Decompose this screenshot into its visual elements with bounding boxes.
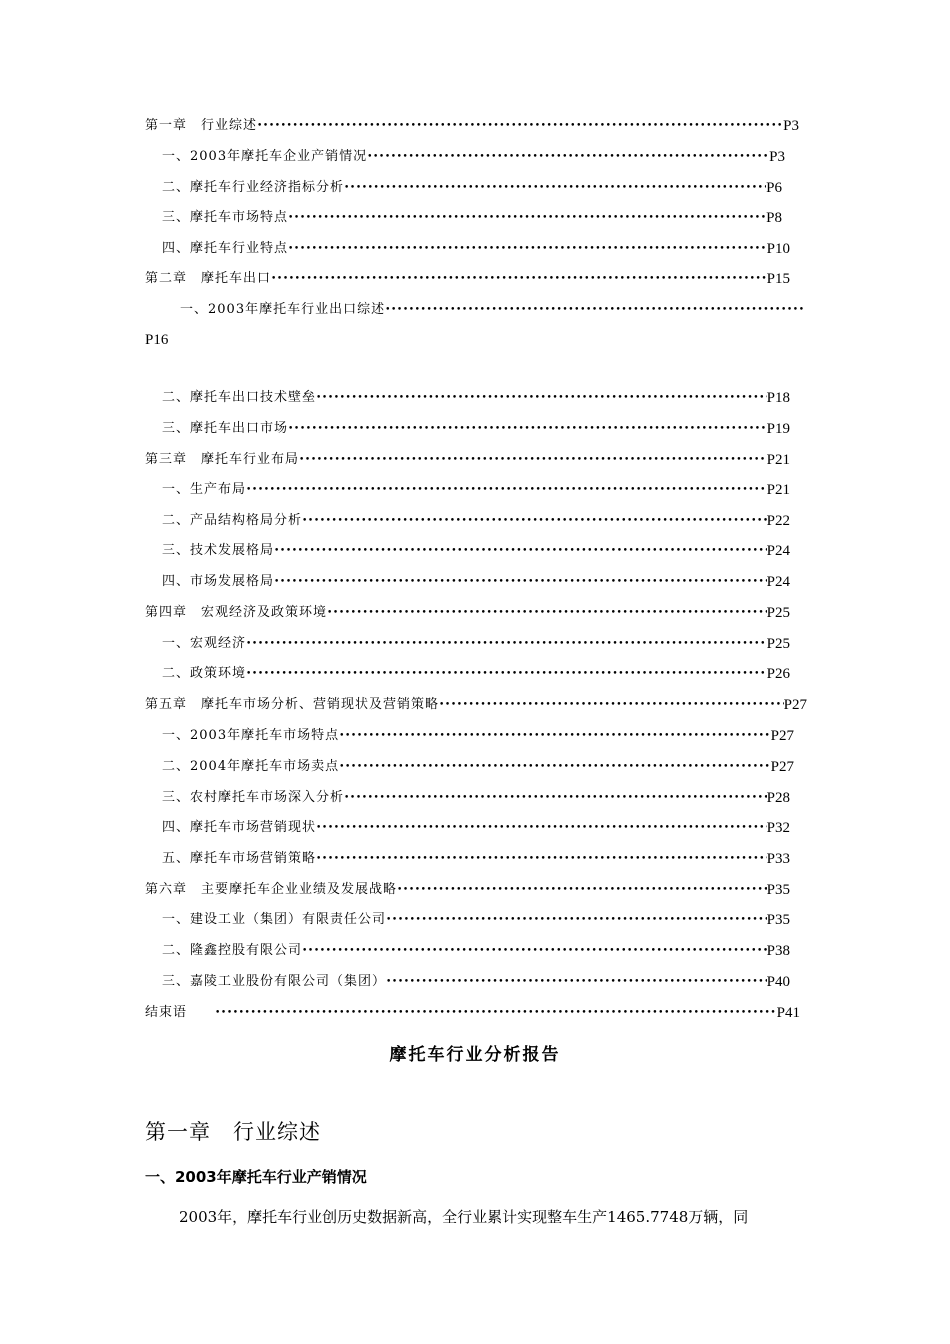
toc-leader-dots	[316, 849, 767, 869]
toc-leader-dots	[215, 1003, 777, 1023]
toc-page-number: P21	[766, 482, 790, 498]
toc-entry-text: 一、2003年摩托车行业出口综述	[180, 302, 386, 317]
toc-entry[interactable]	[162, 910, 790, 930]
toc-entry-text: 三、摩托车市场特点	[162, 210, 289, 225]
toc-entry-conclusion[interactable]	[145, 1003, 800, 1023]
chapter-heading: 第一章 行业综述	[145, 1120, 321, 1144]
toc-leader-dots	[397, 880, 767, 900]
toc-entry[interactable]	[162, 941, 790, 961]
toc-entry[interactable]	[162, 972, 790, 992]
toc-entry-text: 二、2004年摩托车市场卖点	[162, 759, 340, 774]
toc-entry[interactable]	[162, 419, 790, 439]
toc-leader-dots	[288, 419, 767, 439]
toc-entry-wrapped[interactable]	[180, 300, 806, 320]
toc-entry[interactable]	[162, 634, 790, 654]
toc-page-number-wrapped: P16	[145, 332, 169, 348]
toc-entry-text: 一、宏观经济	[162, 636, 247, 651]
toc-entry-chapter-3[interactable]	[145, 450, 790, 470]
toc-leader-dots	[386, 910, 767, 930]
toc-entry-chapter-1[interactable]	[145, 116, 799, 136]
toc-page-number: P38	[766, 943, 790, 959]
toc-entry-text: 一、生产布局	[162, 482, 247, 497]
toc-entry-text: 三、农村摩托车市场深入分析	[162, 790, 345, 805]
toc-leader-dots	[246, 634, 767, 654]
toc-entry-text: 三、摩托车出口市场	[162, 421, 289, 436]
toc-leader-dots	[339, 726, 771, 746]
toc-entry-chapter-2[interactable]	[145, 269, 790, 289]
toc-entry[interactable]	[162, 757, 794, 777]
toc-page-number: P24	[766, 574, 790, 590]
toc-leader-dots	[327, 603, 767, 623]
toc-entry-text: 第五章 摩托车市场分析、营销现状及营销策略	[145, 697, 440, 712]
toc-page-number: P32	[766, 820, 790, 836]
toc-entry[interactable]	[162, 480, 790, 500]
toc-leader-dots	[302, 511, 767, 531]
toc-entry[interactable]	[162, 511, 790, 531]
toc-entry-text: 四、市场发展格局	[162, 574, 275, 589]
toc-entry[interactable]	[162, 664, 790, 684]
toc-entry-text: 二、政策环境	[162, 666, 247, 681]
toc-leader-dots	[302, 941, 767, 961]
toc-page-number: P3	[783, 118, 799, 134]
toc-page-number: P33	[766, 851, 790, 867]
toc-entry[interactable]	[162, 541, 790, 561]
toc-page-number: P28	[766, 790, 790, 806]
body-paragraph: 2003年，摩托车行业创历史数据新高，全行业累计实现整车生产1465.7748万辆，同	[179, 1208, 749, 1226]
toc-entry-text: 第六章 主要摩托车企业业绩及发展战略	[145, 882, 398, 897]
toc-page-number: P27	[783, 697, 807, 713]
toc-entry-text: 结束语	[145, 1005, 188, 1020]
toc-leader-dots	[386, 972, 767, 992]
toc-entry-text: 三、嘉陵工业股份有限公司（集团）	[162, 974, 387, 989]
toc-page-number: P10	[766, 241, 790, 257]
toc-leader-dots	[367, 147, 769, 167]
toc-leader-dots	[257, 116, 783, 136]
toc-entry-text: 二、产品结构格局分析	[162, 513, 303, 528]
toc-entry[interactable]	[162, 147, 785, 167]
toc-page-number: P21	[766, 452, 790, 468]
toc-leader-dots	[316, 818, 767, 838]
toc-entry[interactable]	[162, 849, 790, 869]
toc-leader-dots	[246, 480, 767, 500]
report-title: 摩托车行业分析报告	[389, 1045, 561, 1065]
toc-page-number: P18	[766, 390, 790, 406]
toc-entry[interactable]	[162, 178, 782, 198]
toc-page-number: P27	[770, 728, 794, 744]
toc-entry-text: 第二章 摩托车出口	[145, 271, 272, 286]
toc-page-number: P3	[769, 149, 785, 165]
toc-leader-dots	[439, 695, 784, 715]
toc-entry[interactable]	[162, 726, 794, 746]
toc-entry-text: 一、2003年摩托车企业产销情况	[162, 149, 368, 164]
toc-entry-chapter-6[interactable]	[145, 880, 790, 900]
toc-page-number: P40	[766, 974, 790, 990]
toc-leader-dots	[271, 269, 767, 289]
toc-page-number: P19	[766, 421, 790, 437]
toc-entry[interactable]	[162, 788, 790, 808]
toc-page-number: P25	[766, 636, 790, 652]
toc-entry-text: 第四章 宏观经济及政策环境	[145, 605, 328, 620]
toc-leader-dots	[246, 664, 767, 684]
toc-entry-text: 四、摩托车市场营销现状	[162, 820, 317, 835]
toc-leader-dots	[274, 572, 767, 592]
toc-entry-text: 第一章 行业综述	[145, 118, 258, 133]
toc-entry-text: 二、摩托车行业经济指标分析	[162, 180, 345, 195]
toc-leader-dots	[299, 450, 767, 470]
toc-entry-text: 四、摩托车行业特点	[162, 241, 289, 256]
toc-entry-text: 一、建设工业（集团）有限责任公司	[162, 912, 387, 927]
toc-page-number: P24	[766, 543, 790, 559]
section-heading: 一、2003年摩托车行业产销情况	[145, 1168, 367, 1186]
toc-entry-text: 一、2003年摩托车市场特点	[162, 728, 340, 743]
toc-page-number: P41	[776, 1005, 800, 1021]
toc-leader-dots	[385, 300, 806, 320]
toc-entry[interactable]	[162, 572, 790, 592]
toc-leader-dots	[344, 788, 767, 808]
toc-entry-chapter-5[interactable]	[145, 695, 807, 715]
toc-page-number: P27	[770, 759, 794, 775]
toc-page-number: P35	[766, 882, 790, 898]
toc-entry[interactable]	[162, 208, 782, 228]
toc-page-number: P25	[766, 605, 790, 621]
toc-page-number: P35	[766, 912, 790, 928]
toc-entry-text: 二、隆鑫控股有限公司	[162, 943, 303, 958]
toc-leader-dots	[288, 239, 767, 259]
toc-entry-text: 第三章 摩托车行业布局	[145, 452, 300, 467]
toc-entry[interactable]	[162, 239, 790, 259]
toc-entry-text: 二、摩托车出口技术壁垒	[162, 390, 317, 405]
toc-entry-text: 三、技术发展格局	[162, 543, 275, 558]
toc-leader-dots	[344, 178, 766, 198]
toc-entry-text: 五、摩托车市场营销策略	[162, 851, 317, 866]
toc-page-number: P22	[766, 513, 790, 529]
toc-page-number: P6	[766, 180, 782, 196]
toc-leader-dots	[288, 208, 766, 228]
toc-entry-chapter-4[interactable]	[145, 603, 790, 623]
toc-page-number: P8	[766, 210, 782, 226]
toc-leader-dots	[339, 757, 771, 777]
toc-entry[interactable]	[162, 388, 790, 408]
toc-page-number: P26	[766, 666, 790, 682]
toc-entry[interactable]	[162, 818, 790, 838]
toc-leader-dots	[316, 388, 767, 408]
toc-leader-dots	[274, 541, 767, 561]
toc-page-number: P15	[766, 271, 790, 287]
